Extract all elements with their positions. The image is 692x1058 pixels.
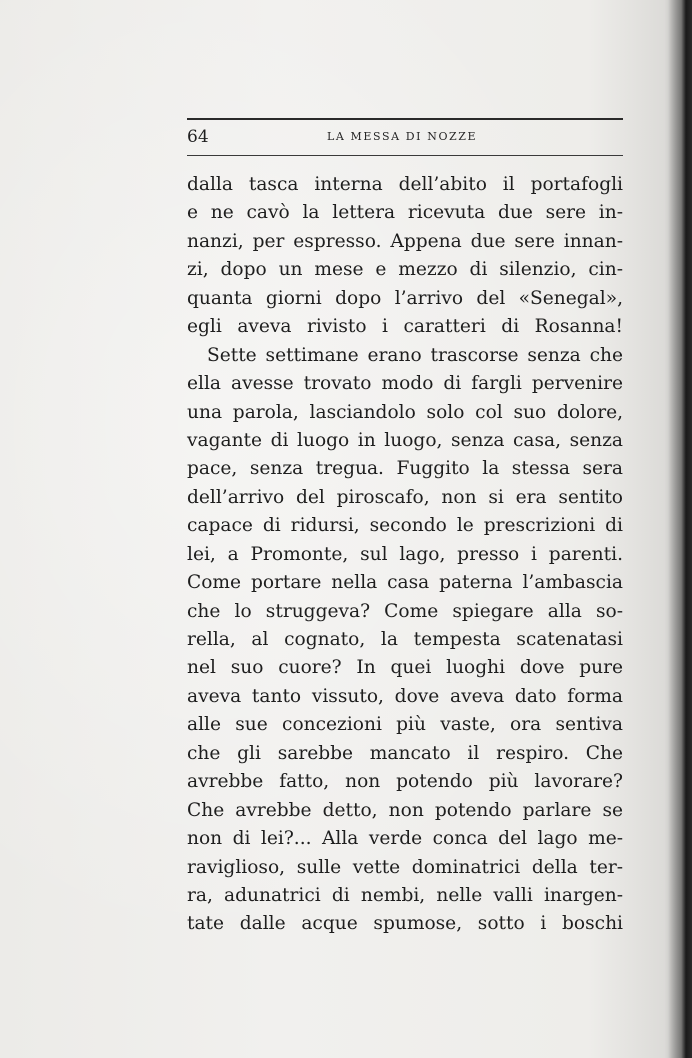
page-number: 64 xyxy=(187,127,209,147)
text-line: ella avesse trovato modo di fargli pervenire xyxy=(187,373,623,395)
text-line: e ne cavò la lettera ricevuta due sere in- xyxy=(187,202,623,224)
text-line: nanzi, per espresso. Appena due sere innan- xyxy=(187,230,623,252)
text-line: zi, dopo un mese e mezzo di silenzio, cin- xyxy=(187,259,623,281)
text-line: rella, al cognato, la tempesta scatenatasi xyxy=(187,629,623,650)
text-line: egli aveva rivisto i caratteri di Rosanna! xyxy=(187,316,623,338)
text-line: che gli sarebbe mancato il respiro. Che xyxy=(187,742,623,764)
book-spine-shadow xyxy=(668,0,692,1058)
body-text xyxy=(187,171,623,939)
text-line: vagante di luogo in luogo, senza casa, senza xyxy=(187,429,623,451)
running-title: LA MESSA DI NOZZE xyxy=(327,130,478,143)
text-line: pace, senza tregua. Fuggito la stessa sera xyxy=(187,458,623,480)
text-line: dalla tasca interna dell’abito il portafogli xyxy=(187,174,623,195)
text-line-paragraph-start: Sette settimane erano trascorse senza che xyxy=(207,344,623,366)
text-line: capace di ridursi, secondo le prescrizioni di xyxy=(187,515,623,537)
text-line: aveva tanto vissuto, dove aveva dato forma xyxy=(187,685,623,707)
text-line: che lo struggeva? Come spiegare alla so- xyxy=(187,600,623,622)
text-line: quanta giorni dopo l’arrivo del «Senegal», xyxy=(187,287,623,309)
text-line: raviglioso, sulle vette dominatrici della ter- xyxy=(187,856,623,878)
text-line: lei, a Promonte, sul lago, presso i parenti. xyxy=(187,543,623,565)
text-line: alle sue concezioni più vaste, ora sentiva xyxy=(187,714,623,736)
text-line: nel suo cuore? In quei luoghi dove pure xyxy=(187,657,623,679)
text-line: Che avrebbe detto, non potendo parlare se xyxy=(187,799,623,821)
header-rule-bottom xyxy=(187,155,623,156)
text-line: Come portare nella casa paterna l’ambascia xyxy=(187,572,623,594)
text-line: avrebbe fatto, non potendo più lavorare? xyxy=(187,771,623,793)
text-line: dell’arrivo del piroscafo, non si era sentito xyxy=(187,486,623,508)
text-line: ra, adunatrici di nembi, nelle valli inargen- xyxy=(187,884,623,906)
text-line: non di lei?... Alla verde conca del lago me- xyxy=(187,828,623,850)
header-rule-top xyxy=(187,118,623,120)
text-line: una parola, lasciandolo solo col suo dolore, xyxy=(187,401,623,423)
text-line: tate dalle acque spumose, sotto i boschi xyxy=(187,913,623,935)
